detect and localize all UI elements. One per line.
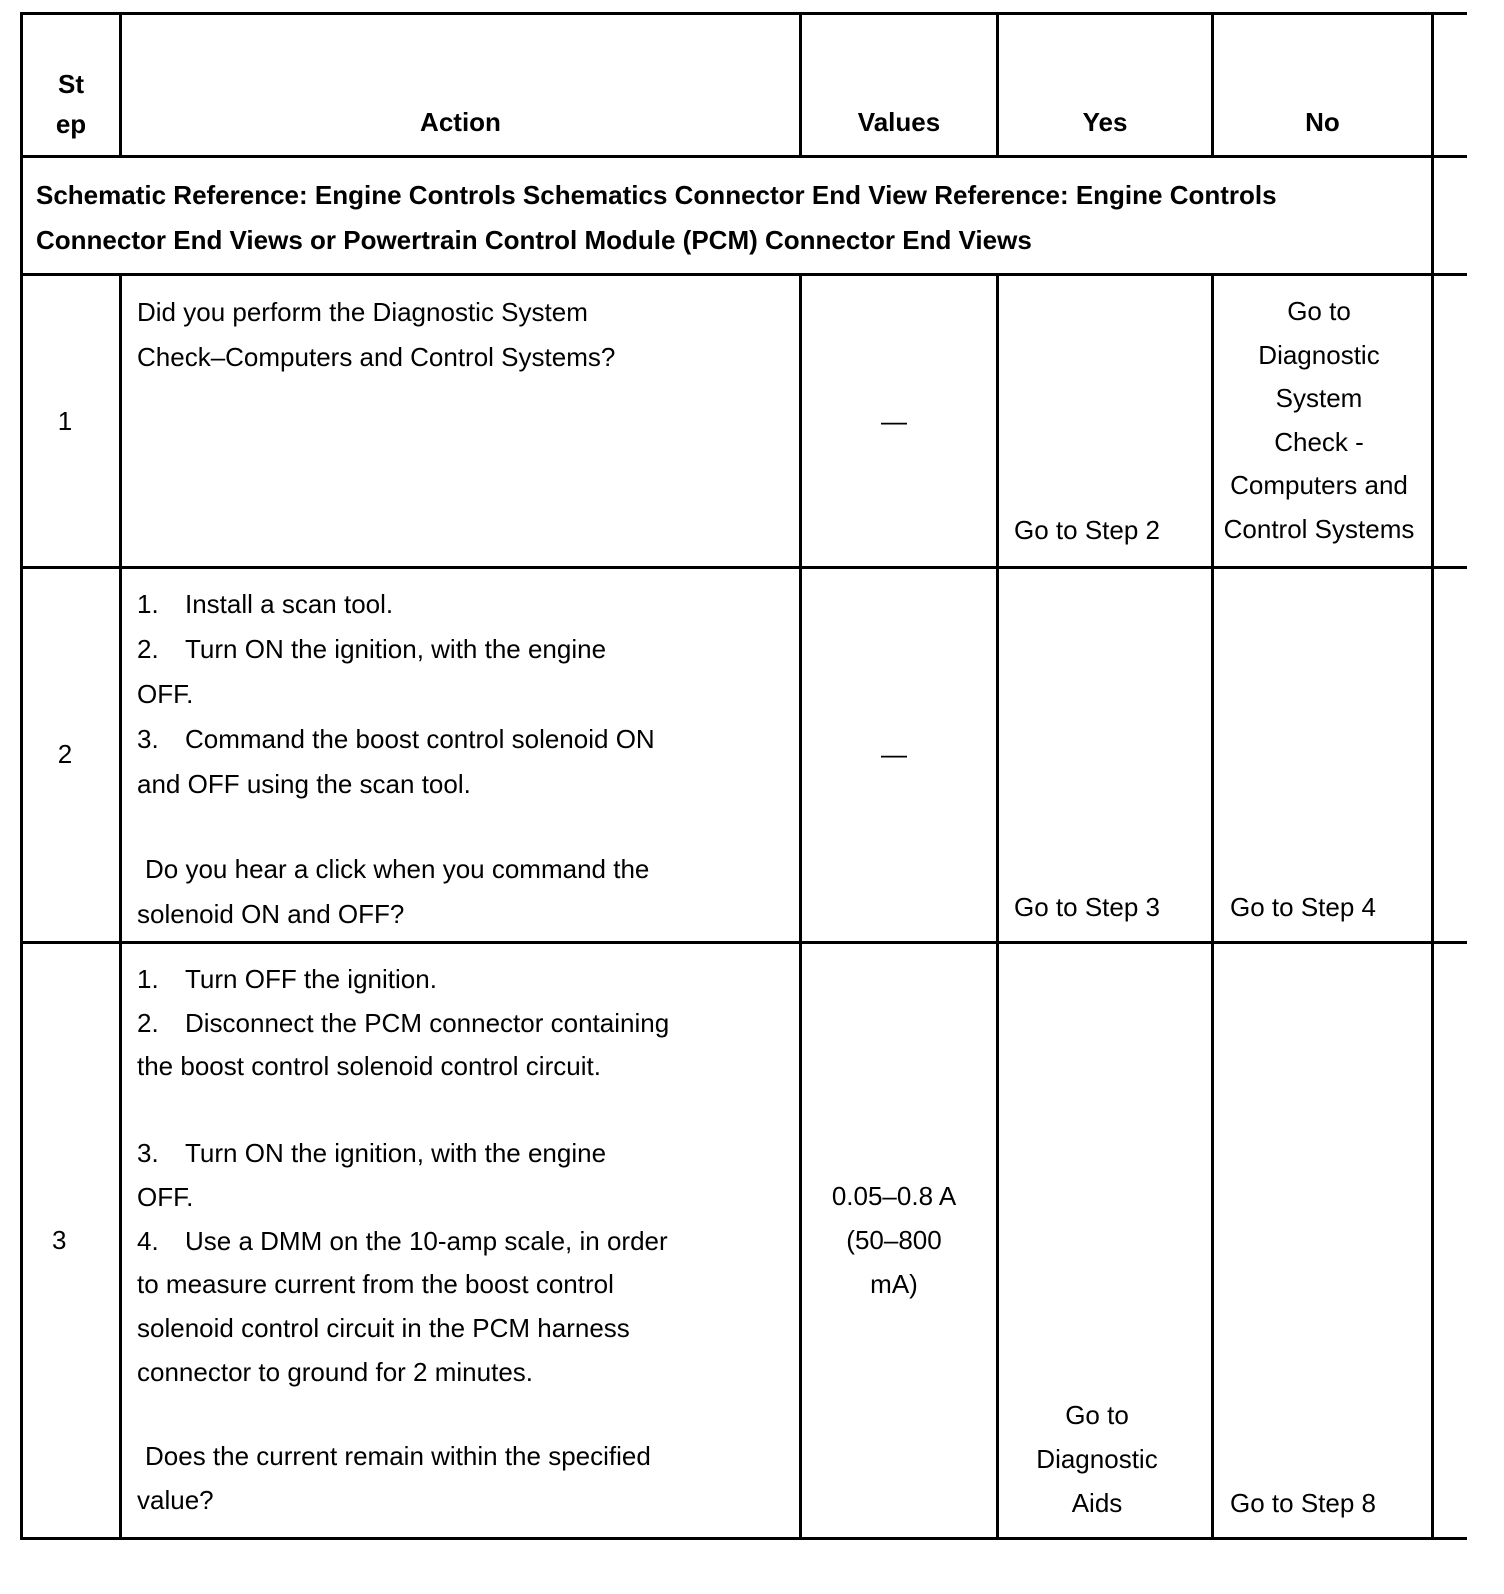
question-line: solenoid ON and OFF? bbox=[137, 899, 405, 929]
table-border-top bbox=[20, 12, 1467, 15]
col-divider-action-body bbox=[799, 273, 802, 1540]
table-border-bottom bbox=[20, 1537, 1467, 1540]
no-line: System bbox=[1275, 383, 1363, 414]
step-number: 1 bbox=[57, 406, 73, 436]
header-step-line1: St bbox=[58, 69, 84, 99]
yes-link[interactable]: Go to Step 2 bbox=[1014, 515, 1160, 545]
header-yes: Yes bbox=[1082, 107, 1128, 137]
schematic-divider bbox=[20, 273, 1467, 276]
list-item-cont: OFF. bbox=[137, 1181, 194, 1212]
list-item-cont: and OFF using the scan tool. bbox=[137, 769, 471, 799]
action-text bbox=[137, 290, 787, 380]
header-step bbox=[23, 64, 119, 144]
schematic-reference-line2: Connector End Views or Powertrain Control Module (PCM) Connector End Views bbox=[36, 225, 1032, 255]
value-line: mA) bbox=[870, 1269, 918, 1299]
yes-line: Diagnostic bbox=[1036, 1444, 1158, 1474]
no-link[interactable]: Go to Step 8 bbox=[1230, 1488, 1376, 1518]
header-divider bbox=[20, 155, 1467, 158]
list-item: 1. Turn OFF the ignition. bbox=[137, 964, 437, 994]
question-line: Do you hear a click when you command the bbox=[145, 854, 650, 884]
list-item-cont: to measure current from the boost control bbox=[137, 1269, 614, 1300]
action-text bbox=[137, 958, 792, 1523]
value-line: 0.05–0.8 A bbox=[831, 1181, 957, 1211]
list-item-cont: OFF. bbox=[137, 679, 194, 709]
list-item: 2. Turn ON the ignition, with the engine bbox=[137, 634, 607, 664]
yes-line: Go to bbox=[1065, 1400, 1129, 1430]
list-item-cont: solenoid control circuit in the PCM harness bbox=[137, 1312, 630, 1343]
list-item: 3. Turn ON the ignition, with the engine bbox=[137, 1138, 607, 1169]
row1-divider bbox=[20, 566, 1467, 569]
no-line: Computers and bbox=[1230, 470, 1408, 501]
no-line: Control Systems bbox=[1223, 513, 1415, 544]
diagnostic-table bbox=[20, 12, 1467, 1581]
value-line: (50–800 bbox=[846, 1225, 942, 1255]
header-step-line2: ep bbox=[55, 109, 87, 139]
list-item-cont: the boost control solenoid control circuit. bbox=[137, 1051, 601, 1082]
no-line: Check - bbox=[1274, 426, 1364, 457]
no-line: Diagnostic bbox=[1258, 339, 1380, 370]
schematic-reference bbox=[36, 173, 1416, 263]
value-text: — bbox=[881, 406, 907, 436]
step-number: 3 bbox=[52, 1225, 67, 1255]
step-number: 2 bbox=[57, 739, 73, 769]
no-link[interactable] bbox=[1214, 290, 1424, 552]
yes-link[interactable] bbox=[999, 1393, 1195, 1525]
col-divider-values-body bbox=[996, 273, 999, 1540]
value-text bbox=[802, 1174, 986, 1306]
question-line: value? bbox=[137, 1485, 214, 1516]
list-item-cont: connector to ground for 2 minutes. bbox=[137, 1356, 534, 1387]
schematic-reference-line1: Schematic Reference: Engine Controls Schematics Connector End View Reference: Engine Controls bbox=[36, 180, 1277, 210]
action-text bbox=[137, 582, 787, 937]
yes-line: Aids bbox=[1071, 1488, 1123, 1518]
header-no: No bbox=[1305, 107, 1340, 137]
yes-link[interactable]: Go to Step 3 bbox=[1014, 892, 1160, 922]
list-item: 3. Command the boost control solenoid ON bbox=[137, 724, 655, 754]
header-action: Action bbox=[420, 107, 501, 137]
col-divider-step-body bbox=[119, 273, 122, 1540]
header-values: Values bbox=[857, 107, 941, 137]
no-link[interactable]: Go to Step 4 bbox=[1230, 892, 1376, 922]
no-line: Go to bbox=[1287, 296, 1351, 326]
value-text: — bbox=[881, 739, 907, 769]
list-item: 4. Use a DMM on the 10-amp scale, in order bbox=[137, 1225, 668, 1256]
row2-divider bbox=[20, 941, 1467, 944]
action-line: Did you perform the Diagnostic System bbox=[137, 297, 588, 327]
question-line: Does the current remain within the specified bbox=[145, 1441, 651, 1472]
list-item: 1. Install a scan tool. bbox=[137, 589, 394, 619]
action-line: Check–Computers and Control Systems? bbox=[137, 342, 616, 372]
list-item: 2. Disconnect the PCM connector containing bbox=[137, 1007, 670, 1038]
table-border-right bbox=[1431, 12, 1434, 1540]
